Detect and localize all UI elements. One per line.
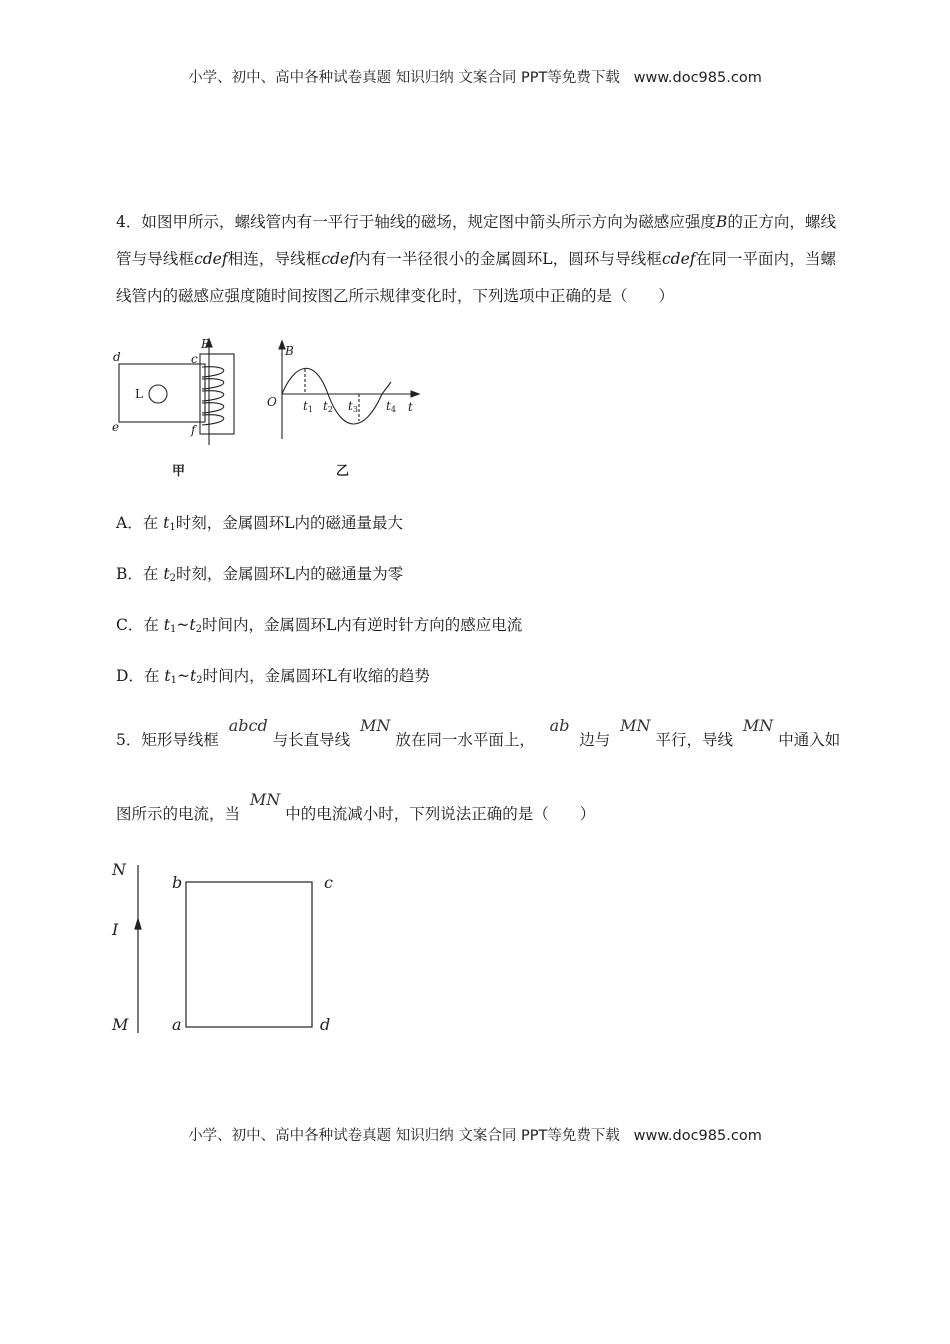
header-text: 小学、初中、高中各种试卷真题 知识归纳 文案合同 PPT等免费下载 <box>188 70 620 86</box>
label-e: e <box>112 420 120 434</box>
footer-text: 小学、初中、高中各种试卷真题 知识归纳 文案合同 PPT等免费下载 <box>188 1128 620 1144</box>
page-footer <box>0 1124 950 1145</box>
header-url[interactable]: www.doc985.com <box>633 70 762 86</box>
metal-ring-L <box>149 385 167 403</box>
label-B: B <box>201 337 210 351</box>
caption-yi: 乙 <box>336 464 350 479</box>
label-a: a <box>172 1015 182 1034</box>
x-axis-arrow <box>411 391 419 397</box>
graph-label-t3: t3 <box>348 399 358 414</box>
current-arrow <box>135 919 141 929</box>
label-c: c <box>324 873 333 892</box>
option-C[interactable]: C．在 $t_1\sim t_2$时间内，金属圆环L内有逆时针方向的感应电流 <box>116 616 523 635</box>
page-header <box>0 66 950 87</box>
rectangular-loop-abcd <box>186 882 312 1027</box>
graph-label-t: t <box>408 400 413 414</box>
figure-jia-solenoid <box>106 335 256 480</box>
sine-curve <box>282 368 391 424</box>
label-c: c <box>191 352 198 366</box>
label-N: N <box>112 860 126 879</box>
figure-q5-wire-and-loop <box>106 855 346 1040</box>
question-5-line-2: 图所示的电流，当 MN 中的电流减小时，下列说法正确的是（ ） <box>116 790 596 823</box>
caption-jia: 甲 <box>172 464 186 479</box>
graph-label-t4: t4 <box>386 399 396 414</box>
label-M: M <box>112 1015 129 1034</box>
graph-label-B: B <box>285 344 294 358</box>
graph-label-t1: t1 <box>303 399 313 414</box>
label-f: f <box>191 423 196 437</box>
graph-label-t2: t2 <box>323 399 333 414</box>
option-B[interactable]: B．在 $t_2$时刻，金属圆环L内的磁通量为零 <box>116 565 404 584</box>
label-I: I <box>112 920 119 939</box>
footer-url[interactable]: www.doc985.com <box>633 1128 762 1144</box>
label-b: b <box>172 873 183 892</box>
question-4-stem: 4．如图甲所示，螺线管内有一平行于轴线的磁场，规定图中箭头所示方向为磁感应强度B的正方向，螺线管与导线框cdef相连，导线框cdef内有一半径很小的金属圆环L，圆环与导线框cdef在同一平面内，当螺线管内的磁感应强度随时间按图乙所示规律变化时，下列选项中正确的是（ ） <box>116 213 836 305</box>
option-D[interactable]: D．在 $t_1\sim t_2$时间内，金属圆环L有收缩的趋势 <box>116 667 430 686</box>
label-L: L <box>135 387 143 401</box>
wire-frame-cdef <box>119 364 205 422</box>
graph-label-O: O <box>267 395 277 409</box>
label-d: d <box>320 1015 331 1034</box>
figure-yi-graph <box>258 335 428 480</box>
option-A[interactable]: A．在 $t_1$时刻，金属圆环L内的磁通量最大 <box>116 514 404 533</box>
question-5-line-1: 5．矩形导线框 abcd 与长直导线 MN 放在同一水平面上， ab 边与 MN 平行，导线 MN 中通入如 <box>116 716 841 749</box>
label-d: d <box>113 350 121 364</box>
